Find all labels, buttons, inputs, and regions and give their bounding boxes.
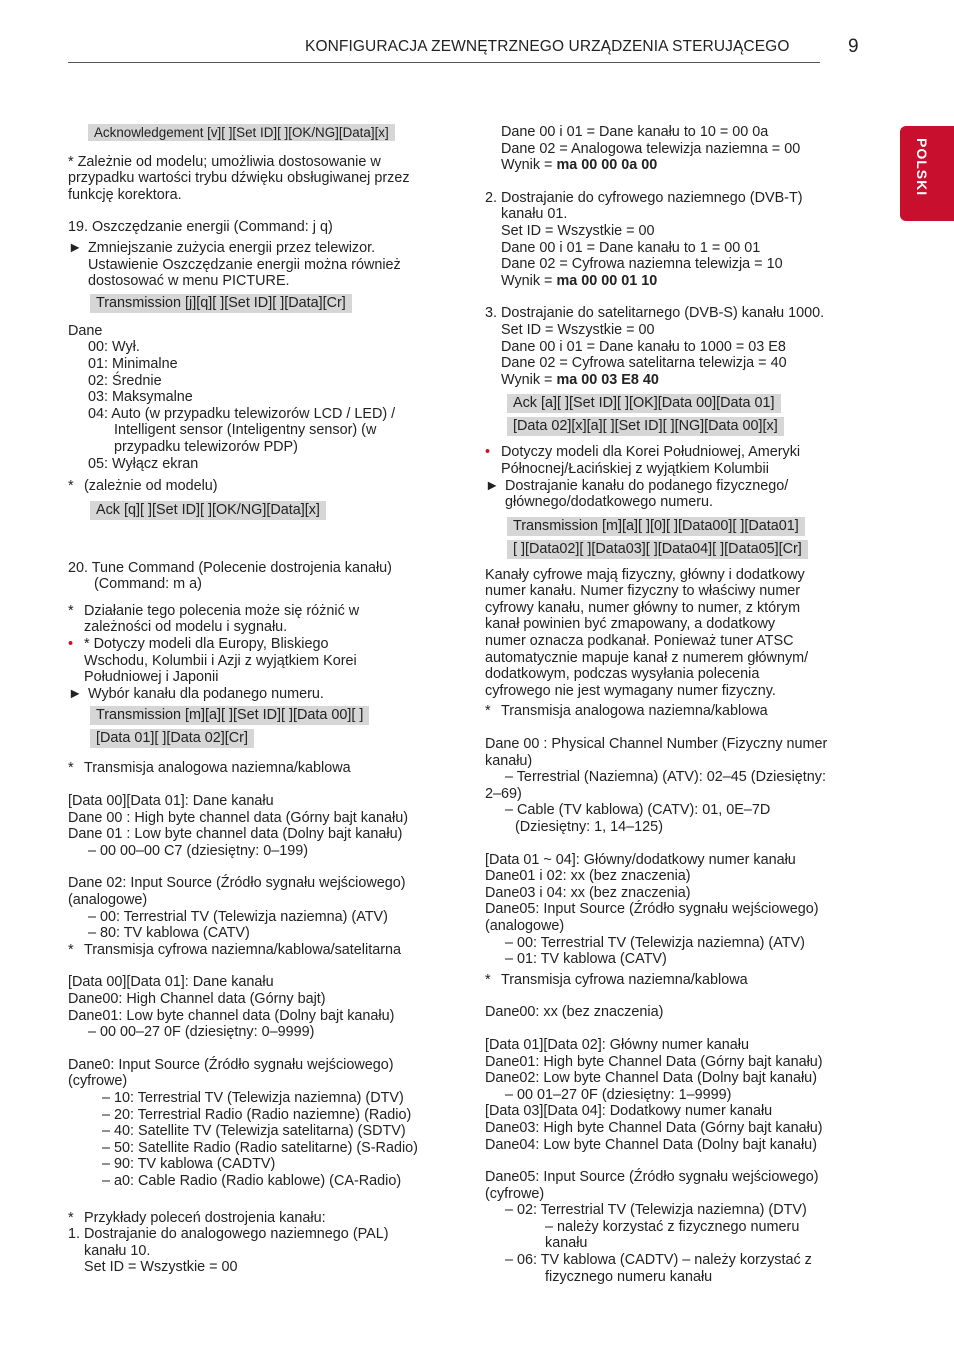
transmission-box: [ ][Data02][ ][Data03][ ][Data04][ ][Data05][Cr] bbox=[507, 540, 808, 559]
note-line: * Zależnie od modelu; umożliwia dostosowanie w bbox=[68, 153, 381, 170]
text-line: zależności od modelu i sygnału. bbox=[84, 619, 288, 636]
list-item: – 01: TV kablowa (CATV) bbox=[505, 951, 667, 968]
text-line: Południowej i Japonii bbox=[84, 669, 219, 686]
text-line: Dane 00 i 01 = Dane kanału to 10 = 00 0a bbox=[501, 124, 769, 140]
list-item: – a0: Cable Radio (Radio kablowe) (CA-Radio) bbox=[102, 1172, 402, 1189]
asterisk-marker: * bbox=[68, 478, 74, 495]
list-number: 2. bbox=[485, 189, 498, 206]
text-line: Dane 02 = Cyfrowa satelitarna telewizja = 40 bbox=[501, 355, 787, 372]
data-item: 02: Średnie bbox=[88, 372, 162, 389]
text-line: Set ID = Wszystkie = 00 bbox=[84, 1259, 238, 1276]
data-item: 00: Wył. bbox=[88, 339, 140, 356]
paragraph-line: numer oznacza podkanał. Ponieważ tuner ATSC bbox=[485, 633, 794, 650]
paragraph-line: Kanały cyfrowe mają fizyczny, główny i dodatkowy bbox=[485, 566, 805, 583]
text-line: Dane04: Low byte Channel Data (Dolny bajt kanału) bbox=[485, 1136, 817, 1153]
text-line: Zmniejszanie zużycia energii przez telewizor. bbox=[88, 239, 376, 256]
data-heading: Dane bbox=[68, 322, 103, 339]
asterisk-marker: * bbox=[68, 941, 74, 958]
section-20-title: 20. Tune Command (Polecenie dostrojenia kanału) bbox=[68, 559, 392, 576]
list-number: 1. bbox=[68, 1226, 81, 1243]
list-item: (Dziesiętny: 1, 14–125) bbox=[515, 819, 663, 835]
text-line: Transmisja analogowa naziemna/kablowa bbox=[501, 703, 768, 720]
text-line: Przykłady poleceń dostrojenia kanału: bbox=[84, 1209, 326, 1226]
text-line: Ustawienie Oszczędzanie energii można również bbox=[88, 256, 401, 273]
data-item: 01: Minimalne bbox=[88, 355, 178, 372]
ack-code-box: Acknowledgement [v][ ][Set ID][ ][OK/NG][Data][x] bbox=[88, 124, 395, 141]
note-line: przypadku wartości trybu dźwięku obsługiwanej przez bbox=[68, 170, 410, 187]
list-item: – 00: Terrestrial TV (Telewizja naziemna) (ATV) bbox=[88, 908, 388, 925]
page-number: 9 bbox=[848, 36, 859, 57]
list-number: 3. bbox=[485, 305, 498, 322]
data-item: 04: Auto (w przypadku telewizorów LCD / LED) / bbox=[88, 405, 396, 422]
data-item: przypadku telewizorów PDP) bbox=[114, 438, 298, 455]
text-line: Dostrajanie kanału do podanego fizycznego/ bbox=[505, 477, 789, 494]
asterisk-marker: * bbox=[485, 971, 491, 988]
text-line: Transmisja cyfrowa naziemna/kablowa bbox=[501, 971, 748, 988]
list-item: – 00: Terrestrial TV (Telewizja naziemna) (ATV) bbox=[505, 934, 805, 951]
data-item: 03: Maksymalne bbox=[88, 389, 193, 406]
list-item: – 90: TV kablowa (CADTV) bbox=[102, 1156, 276, 1173]
text-line: Dane 01 : Low byte channel data (Dolny bajt kanału) bbox=[68, 826, 403, 843]
text-line: (zależnie od modelu) bbox=[84, 478, 218, 495]
paragraph-line: automatycznie mapuje kanał z numerem głównym/ bbox=[485, 649, 809, 666]
transmission-box: [Data 01][ ][Data 02][Cr] bbox=[90, 729, 254, 748]
asterisk-marker: * bbox=[68, 760, 74, 777]
ack-box: Ack [a][ ][Set ID][ ][OK][Data 00][Data 01] bbox=[507, 394, 781, 413]
transmission-box: Transmission [m][a][ ][0][ ][Data00][ ][Data01] bbox=[507, 517, 805, 536]
asterisk-marker: * bbox=[68, 602, 74, 619]
list-item: kanału bbox=[545, 1235, 588, 1252]
paragraph-line: kanał powinien być zmapowany, a dodatkowy bbox=[485, 616, 776, 633]
list-item: – 80: TV kablowa (CATV) bbox=[88, 925, 250, 942]
language-tab-label: POLSKI bbox=[914, 138, 930, 197]
paragraph-line: cyfrowego nie jest wymagany numer fizyczny. bbox=[485, 682, 776, 699]
text-line: Dane 00 i 01 = Dane kanału to 1000 = 03 E8 bbox=[501, 338, 786, 355]
text-line: – 00 00–00 C7 (dziesiętny: 0–199) bbox=[88, 842, 309, 859]
result-value: ma 00 03 E8 40 bbox=[556, 371, 659, 388]
text-line: Dane03 i 04: xx (bez znaczenia) bbox=[485, 884, 691, 901]
header-rule bbox=[68, 62, 820, 63]
transmission-box: Transmission [j][q][ ][Set ID][ ][Data][Cr] bbox=[90, 294, 352, 313]
text-line: * Dotyczy modeli dla Europy, Bliskiego bbox=[84, 636, 329, 653]
transmission-box: Transmission [m][a][ ][Set ID][ ][Data 00][ ] bbox=[90, 706, 369, 725]
paragraph-line: cyfrowy kanału, numer główny to numer, z którym bbox=[485, 599, 801, 616]
list-item: fizycznego numeru kanału bbox=[545, 1268, 713, 1285]
text-line: – 00 00–27 0F (dziesiętny: 0–9999) bbox=[88, 1024, 315, 1041]
result-value: ma 00 00 0a 00 bbox=[556, 157, 658, 174]
text-line: kanału 10. bbox=[84, 1242, 151, 1259]
asterisk-marker: * bbox=[68, 1209, 74, 1226]
text-line: [Data 01 ~ 04]: Główny/dodatkowy numer kanału bbox=[485, 851, 796, 868]
text-line: Wschodu, Kolumbii i Azji z wyjątkiem Korei bbox=[84, 652, 357, 669]
result-label: Wynik = bbox=[501, 371, 557, 388]
list-item: – 00 01–27 0F (dziesiętny: 1–9999) bbox=[505, 1086, 732, 1103]
paragraph-line: numer kanału. Numer fizyczny to właściwy numer bbox=[485, 583, 801, 600]
right-column bbox=[485, 124, 875, 1285]
text-line: Dane 00 : High byte channel data (Górny bajt kanału) bbox=[68, 809, 408, 826]
text-line: 2–69) bbox=[485, 785, 522, 802]
note-line: funkcję korektora. bbox=[68, 186, 182, 203]
text-line: [Data 00][Data 01]: Dane kanału bbox=[68, 974, 274, 991]
text-line: dostosować w menu PICTURE. bbox=[88, 273, 290, 290]
text-line: Dane02: Low byte Channel Data (Dolny bajt kanału) bbox=[485, 1070, 817, 1087]
text-line: Działanie tego polecenia może się różnić w bbox=[84, 602, 360, 619]
running-header: KONFIGURACJA ZEWNĘTRZNEGO URZĄDZENIA STERUJĄCEGO bbox=[305, 38, 790, 55]
text-line: Wybór kanału dla podanego numeru. bbox=[88, 685, 324, 702]
bullet-icon: • bbox=[68, 636, 74, 653]
text-line: Dane01: Low byte channel data (Dolny bajt kanału) bbox=[68, 1007, 395, 1024]
language-tab bbox=[900, 126, 954, 221]
bullet-icon: • bbox=[485, 444, 491, 461]
paragraph-line: dodatkowym, podczas wysyłania polecenia bbox=[485, 666, 760, 683]
text-line: Dotyczy modeli dla Korei Południowej, Ameryki bbox=[501, 444, 801, 461]
list-item: – 06: TV kablowa (CADTV) – należy korzystać z bbox=[505, 1252, 812, 1269]
text-line: Dostrajanie do analogowego naziemnego (PAL) bbox=[84, 1226, 389, 1243]
ack-box: Ack [q][ ][Set ID][ ][OK/NG][Data][x] bbox=[90, 501, 326, 520]
text-line: Dostrajanie do satelitarnego (DVB-S) kanału 1000. bbox=[501, 305, 825, 322]
list-item: – 02: Terrestrial TV (Telewizja naziemna) (DTV) bbox=[505, 1202, 807, 1219]
list-item: – Cable (TV kablowa) (CATV): 01, 0E–7D bbox=[505, 802, 771, 819]
text-line: Dane01 i 02: xx (bez znaczenia) bbox=[485, 868, 691, 885]
result-label: Wynik = bbox=[501, 157, 557, 174]
list-item: – Terrestrial (Naziemna) (ATV): 02–45 (Dziesiętny: bbox=[505, 769, 826, 786]
text-line: Dane01: High byte Channel Data (Górny bajt kanału) bbox=[485, 1053, 823, 1070]
text-line: (analogowe) bbox=[485, 917, 565, 934]
section-19-title: 19. Oszczędzanie energii (Command: j q) bbox=[68, 219, 333, 236]
text-line: (cyfrowe) bbox=[485, 1185, 545, 1202]
text-line: Północnej/Łacińskiej z wyjątkiem Kolumbii bbox=[501, 460, 769, 477]
text-line: (analogowe) bbox=[68, 892, 148, 908]
text-line: Dane 00 i 01 = Dane kanału to 1 = 00 01 bbox=[501, 239, 761, 256]
text-line: [Data 00][Data 01]: Dane kanału bbox=[68, 793, 274, 810]
arrow-right-icon: ► bbox=[68, 685, 83, 702]
text-line: kanału 01. bbox=[501, 206, 568, 223]
text-line: głównego/dodatkowego numeru. bbox=[505, 494, 714, 511]
text-line: Dane 02 = Analogowa telewizja naziemna = 00 bbox=[501, 140, 801, 157]
arrow-right-icon: ► bbox=[485, 477, 500, 494]
ack-box: [Data 02][x][a][ ][Set ID][ ][NG][Data 00][x] bbox=[507, 417, 784, 436]
text-line: Dane03: High byte Channel Data (Górny bajt kanału) bbox=[485, 1119, 823, 1136]
text-line: Set ID = Wszystkie = 00 bbox=[501, 222, 655, 239]
text-line: [Data 03][Data 04]: Dodatkowy numer kanału bbox=[485, 1103, 773, 1120]
text-line: Transmisja cyfrowa naziemna/kablowa/satelitarna bbox=[84, 941, 401, 958]
text-line: (cyfrowe) bbox=[68, 1073, 128, 1090]
text-line: Dane 00 : Physical Channel Number (Fizyczny numer bbox=[485, 736, 828, 753]
text-line: Dane00: High Channel data (Górny bajt) bbox=[68, 990, 326, 1007]
text-line: [Data 01][Data 02]: Główny numer kanału bbox=[485, 1036, 749, 1053]
text-line: Dane00: xx (bez znaczenia) bbox=[485, 1004, 664, 1021]
list-item: – należy korzystać z fizycznego numeru bbox=[545, 1218, 800, 1235]
list-item: – 20: Terrestrial Radio (Radio naziemne) (Radio) bbox=[102, 1106, 412, 1123]
text-line: Dane05: Input Source (Źródło sygnału wejściowego) bbox=[485, 901, 819, 918]
left-column bbox=[68, 124, 458, 1276]
asterisk-marker: * bbox=[485, 703, 491, 720]
result-label: Wynik = bbox=[501, 272, 557, 289]
arrow-right-icon: ► bbox=[68, 239, 83, 256]
data-item: Intelligent sensor (Inteligentny sensor) (w bbox=[114, 422, 377, 439]
text-line: Dostrajanie do cyfrowego naziemnego (DVB-T) bbox=[501, 189, 803, 206]
section-20-title-cont: (Command: m a) bbox=[94, 576, 202, 593]
text-line: Set ID = Wszystkie = 00 bbox=[501, 321, 655, 338]
text-line: Dane 02: Input Source (Źródło sygnału wejściowego) bbox=[68, 875, 406, 892]
list-item: – 40: Satellite TV (Telewizja satelitarna) (SDTV) bbox=[102, 1123, 406, 1140]
text-line: Dane05: Input Source (Źródło sygnału wejściowego) bbox=[485, 1169, 819, 1186]
text-line: Dane0: Input Source (Źródło sygnału wejściowego) bbox=[68, 1056, 394, 1073]
text-line: kanału) bbox=[485, 752, 533, 769]
list-item: – 50: Satellite Radio (Radio satelitarne) (S-Radio) bbox=[102, 1139, 418, 1156]
text-line: Dane 02 = Cyfrowa naziemna telewizja = 10 bbox=[501, 256, 783, 273]
data-item: 05: Wyłącz ekran bbox=[88, 455, 199, 472]
list-item: – 10: Terrestrial TV (Telewizja naziemna) (DTV) bbox=[102, 1089, 404, 1106]
text-line: Transmisja analogowa naziemna/kablowa bbox=[84, 760, 351, 777]
result-value: ma 00 00 01 10 bbox=[556, 272, 658, 289]
